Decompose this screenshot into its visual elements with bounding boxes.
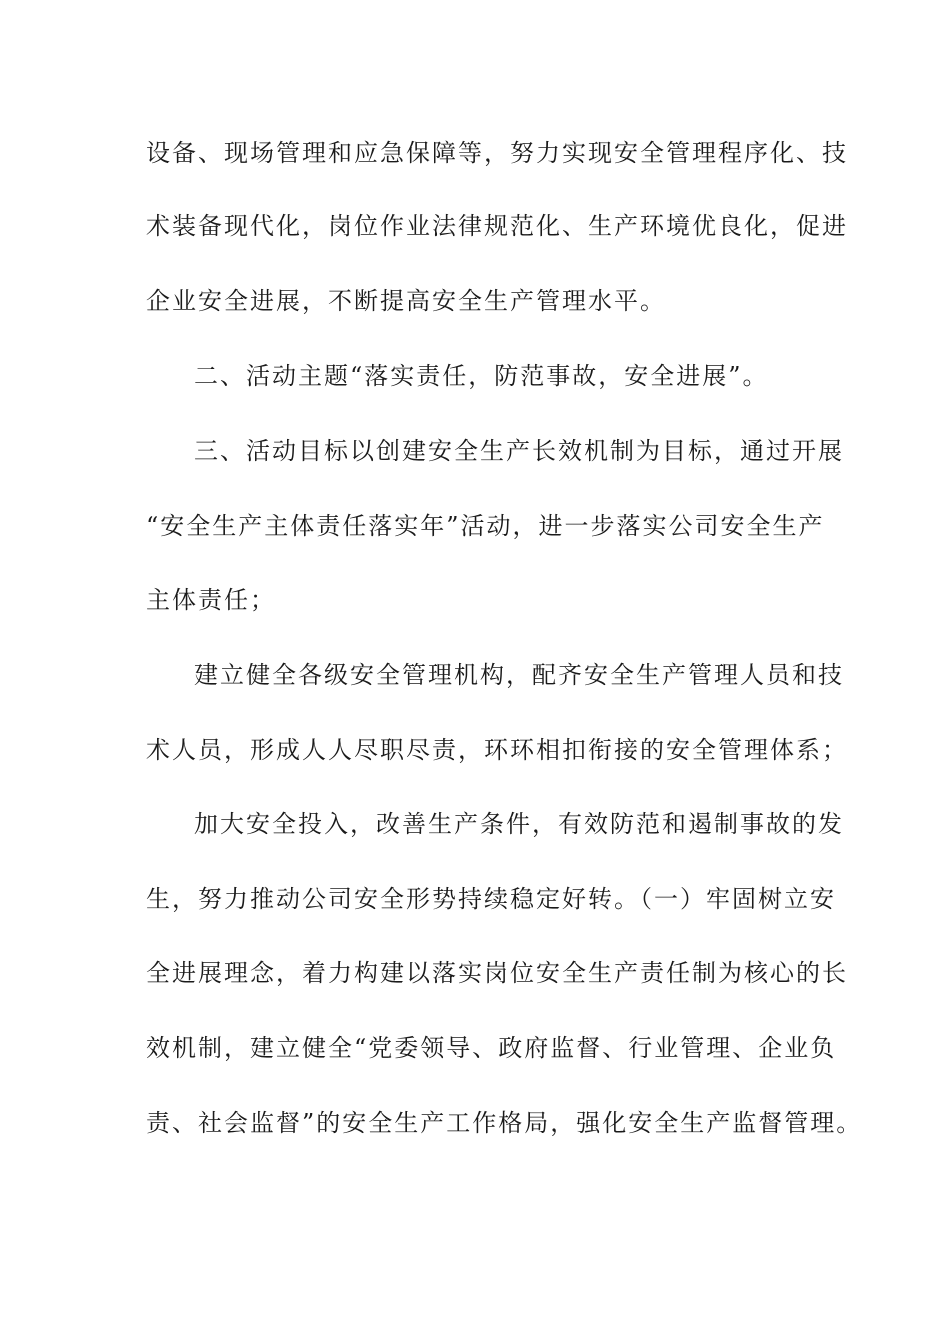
paragraph-line: 全进展理念，着力构建以落实岗位安全生产责任制为核心的长 <box>146 959 848 987</box>
paragraph-line: 加大安全投入，改善生产条件，有效防范和遏制事故的发 <box>194 810 844 838</box>
paragraph-line: 术人员，形成人人尽职尽责，环环相扣衔接的安全管理体系； <box>146 736 848 764</box>
paragraph-line: 责、社会监督”的安全生产工作格局，强化安全生产监督管理。 <box>146 1109 863 1137</box>
paragraph-line: 生，努力推动公司安全形势持续稳定好转。（一）牢固树立安 <box>146 885 836 913</box>
paragraph-line: 术装备现代化，岗位作业法律规范化、生产环境优良化，促进 <box>146 212 848 240</box>
paragraph-line: 建立健全各级安全管理机构，配齐安全生产管理人员和技 <box>194 661 844 689</box>
section-heading-theme: 二、活动主题“落实责任，防范事故，安全进展”。 <box>194 362 769 390</box>
paragraph-line: 设备、现场管理和应急保障等，努力实现安全管理程序化、技 <box>146 139 848 167</box>
paragraph-line: 企业安全进展，不断提高安全生产管理水平。 <box>146 287 666 315</box>
section-heading-goal: 三、活动目标以创建安全生产长效机制为目标，通过开展 <box>194 437 844 465</box>
paragraph-line: 主体责任； <box>146 586 276 614</box>
paragraph-line: “安全生产主体责任落实年”活动，进一步落实公司安全生产 <box>146 512 825 540</box>
paragraph-line: 效机制，建立健全“党委领导、政府监督、行业管理、企业负 <box>146 1034 837 1062</box>
